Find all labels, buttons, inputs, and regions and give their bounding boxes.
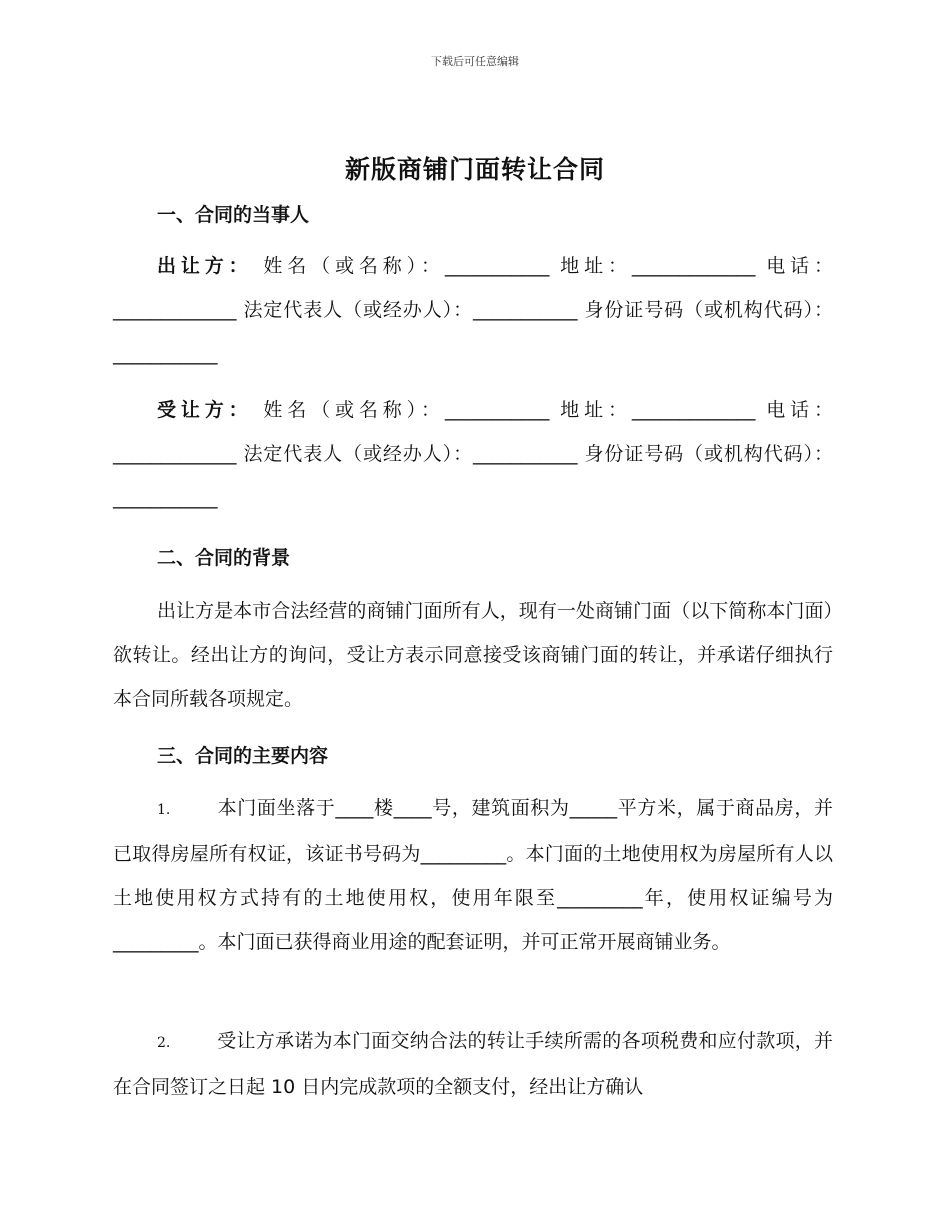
item-1-text: 本门面坐落于____楼____号，建筑面积为_____平方米，属于商品房，并已取得房屋所有权证，该证书号码为_________。本门面的土地使用权为房屋所有人以土地使用权方式持有的土地使用权，使用年限至_________年，使用权证编号为_________。本门面已获得商业用途的配套证明，并可正常开展商铺业务。 bbox=[113, 797, 833, 953]
party-a-label: 出让方： bbox=[157, 255, 253, 277]
item-2-paragraph bbox=[113, 1019, 833, 1109]
background-paragraph: 出让方是本市合法经营的商铺门面所有人，现有一处商铺门面（以下简称本门面）欲转让。经出让方的询问，受让方表示同意接受该商铺门面的转让，并承诺仔细执行本合同所载各项规定。 bbox=[113, 600, 833, 710]
party-a-paragraph bbox=[113, 244, 833, 376]
section-heading-parties: 一、合同的当事人 bbox=[157, 204, 310, 226]
item-2-number: 2. bbox=[157, 1035, 171, 1051]
header-note: 下载后可任意编辑 bbox=[431, 55, 519, 68]
item-1-number: 1. bbox=[157, 802, 171, 818]
party-a-details: 姓名（或名称）：___________ 地址：_____________ 电话：_____________ 法定代表人（或经办人）：___________ 身份证号码（或机构代码）：___________ bbox=[113, 255, 833, 365]
item-2-text: 受让方承诺为本门面交纳合法的转让手续所需的各项税费和应付款项，并在合同签订之日起 10 日内完成款项的全额支付，经出让方确认 bbox=[113, 1030, 833, 1098]
party-b-paragraph bbox=[113, 388, 833, 520]
document-title: 新版商铺门面转让合同 bbox=[344, 155, 605, 184]
section-heading-background: 二、合同的背景 bbox=[157, 547, 291, 569]
party-b-label: 受让方： bbox=[157, 399, 253, 421]
party-b-details: 姓名（或名称）：___________ 地址：_____________ 电话：_____________ 法定代表人（或经办人）：___________ 身份证号码（或机构代码）：___________ bbox=[113, 399, 833, 509]
item-1-paragraph bbox=[113, 786, 833, 964]
section-heading-main-content: 三、合同的主要内容 bbox=[157, 745, 329, 767]
